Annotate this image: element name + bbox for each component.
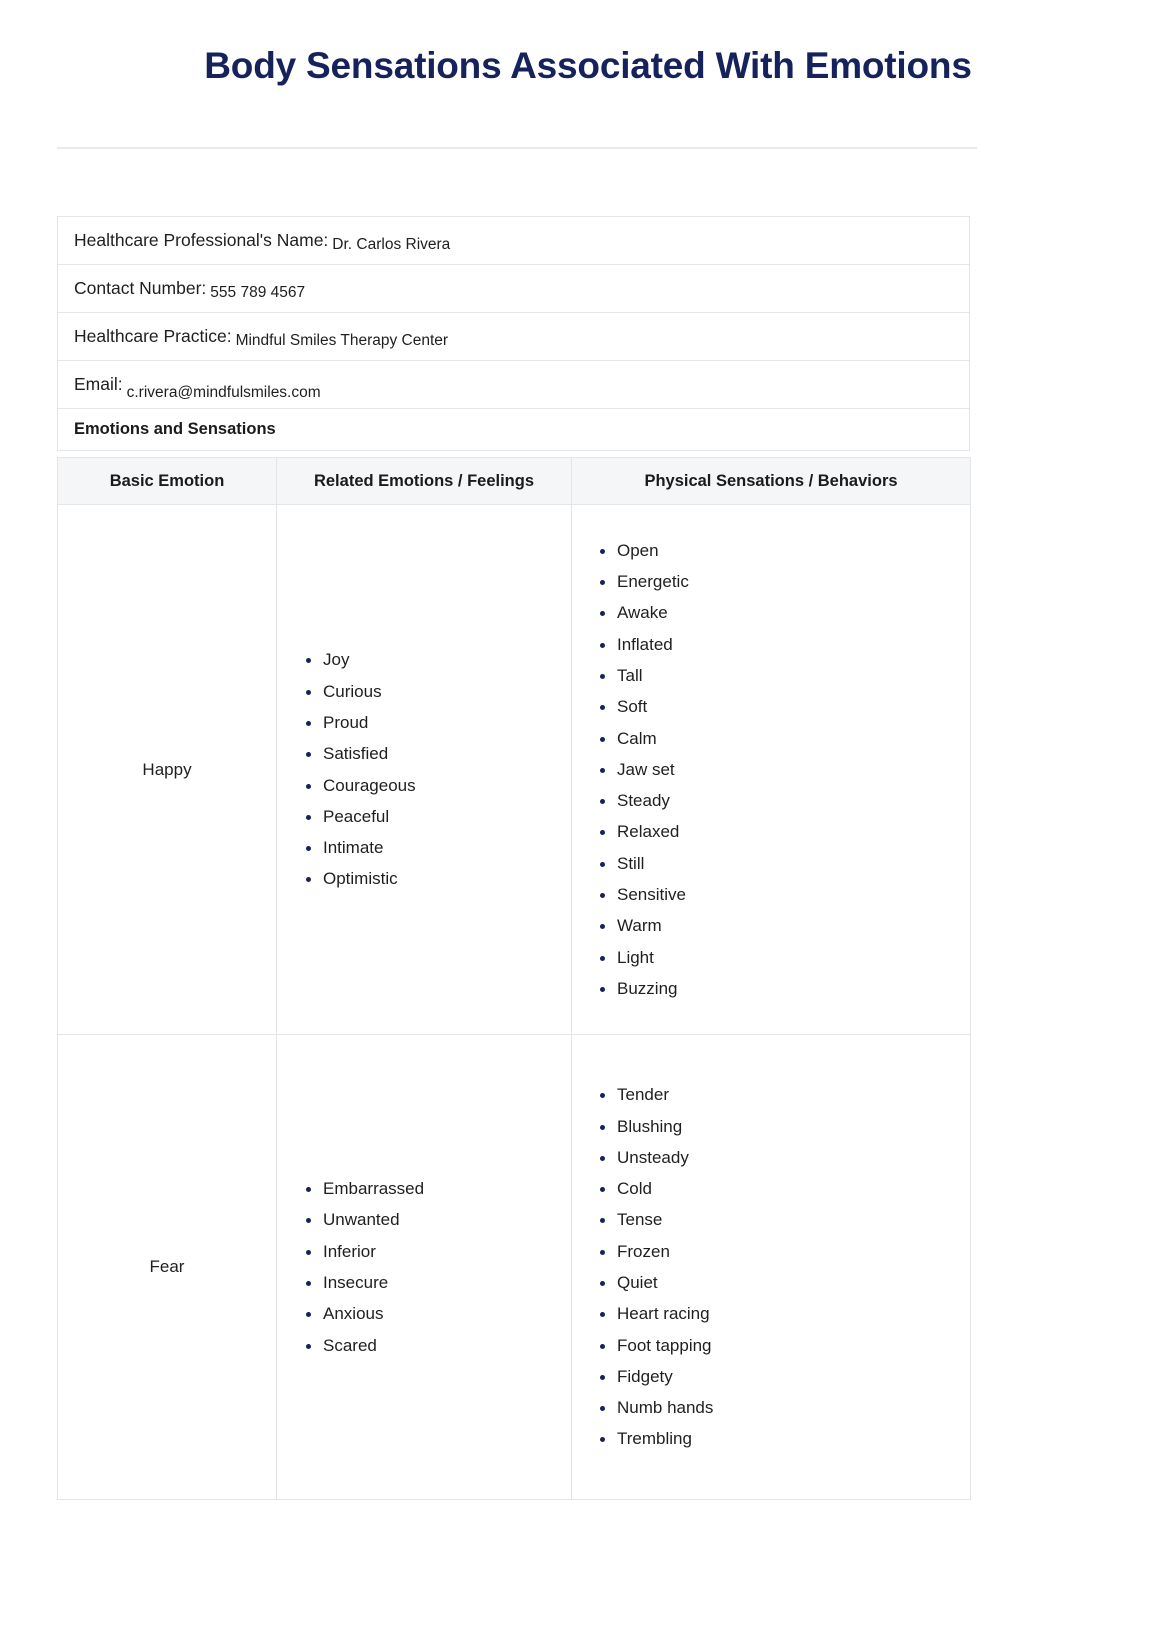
list-item: Light — [617, 942, 970, 973]
table-row — [58, 505, 971, 1035]
list-item: Joy — [323, 644, 571, 675]
list-item: Unwanted — [323, 1204, 571, 1235]
list-item: Energetic — [617, 566, 970, 597]
cell-physical-sensations — [572, 505, 971, 1035]
cell-basic-emotion: Fear — [58, 1035, 277, 1500]
form-row-email — [58, 361, 969, 409]
page-title-container — [0, 44, 1176, 88]
value-healthcare-practice[interactable]: Mindful Smiles Therapy Center — [235, 331, 449, 349]
list-item: Tall — [617, 660, 970, 691]
list-item: Scared — [323, 1330, 571, 1361]
list-item: Embarrassed — [323, 1173, 571, 1204]
list-item: Heart racing — [617, 1298, 970, 1329]
label-email: Email: — [74, 374, 123, 394]
table-header — [58, 458, 971, 505]
title-divider — [57, 147, 977, 149]
list-item: Steady — [617, 785, 970, 816]
list-item: Numb hands — [617, 1392, 970, 1423]
value-professional-name[interactable]: Dr. Carlos Rivera — [332, 235, 451, 253]
value-email[interactable]: c.rivera@mindfulsmiles.com — [126, 383, 321, 401]
form-row-healthcare-practice — [58, 313, 969, 361]
list-item: Still — [617, 848, 970, 879]
column-header-related-emotions: Related Emotions / Feelings — [277, 458, 572, 505]
list-item: Intimate — [323, 832, 571, 863]
list-item: Insecure — [323, 1267, 571, 1298]
list-item: Inflated — [617, 629, 970, 660]
list-item: Trembling — [617, 1423, 970, 1454]
physical-sensations-list — [572, 1079, 970, 1455]
list-item: Unsteady — [617, 1142, 970, 1173]
page-title: Body Sensations Associated With Emotions — [204, 45, 972, 86]
list-item: Anxious — [323, 1298, 571, 1329]
list-item: Cold — [617, 1173, 970, 1204]
value-contact-number[interactable]: 555 789 4567 — [210, 283, 306, 301]
list-item: Awake — [617, 597, 970, 628]
label-healthcare-practice: Healthcare Practice: — [74, 326, 232, 346]
list-item: Tense — [617, 1204, 970, 1235]
list-item: Sensitive — [617, 879, 970, 910]
list-item: Quiet — [617, 1267, 970, 1298]
table-body — [58, 505, 971, 1500]
list-item: Frozen — [617, 1236, 970, 1267]
list-item: Optimistic — [323, 863, 571, 894]
cell-basic-emotion: Happy — [58, 505, 277, 1035]
list-item: Fidgety — [617, 1361, 970, 1392]
cell-physical-sensations — [572, 1035, 971, 1500]
list-item: Tender — [617, 1079, 970, 1110]
list-item: Peaceful — [323, 801, 571, 832]
list-item: Open — [617, 535, 970, 566]
physical-sensations-list — [572, 535, 970, 1004]
list-item: Proud — [323, 707, 571, 738]
related-emotions-list — [277, 644, 571, 894]
related-emotions-list — [277, 1173, 571, 1361]
list-item: Calm — [617, 723, 970, 754]
list-item: Jaw set — [617, 754, 970, 785]
label-professional-name: Healthcare Professional's Name: — [74, 230, 329, 250]
practitioner-info-table — [57, 216, 970, 451]
cell-related-emotions — [277, 1035, 572, 1500]
list-item: Curious — [323, 676, 571, 707]
column-header-basic-emotion: Basic Emotion — [58, 458, 277, 505]
cell-related-emotions — [277, 505, 572, 1035]
section-header-emotions-and-sensations — [58, 409, 969, 451]
label-contact-number: Contact Number: — [74, 278, 207, 298]
column-header-physical-sensations: Physical Sensations / Behaviors — [572, 458, 971, 505]
form-row-professional-name — [58, 217, 969, 265]
list-item: Warm — [617, 910, 970, 941]
table-row — [58, 1035, 971, 1500]
list-item: Satisfied — [323, 738, 571, 769]
list-item: Blushing — [617, 1111, 970, 1142]
form-row-contact-number — [58, 265, 969, 313]
list-item: Relaxed — [617, 816, 970, 847]
list-item: Buzzing — [617, 973, 970, 1004]
list-item: Courageous — [323, 770, 571, 801]
section-title-text: Emotions and Sensations — [74, 420, 276, 438]
list-item: Inferior — [323, 1236, 571, 1267]
emotions-sensations-table — [57, 457, 971, 1500]
table-header-row — [58, 458, 971, 505]
list-item: Soft — [617, 691, 970, 722]
list-item: Foot tapping — [617, 1330, 970, 1361]
